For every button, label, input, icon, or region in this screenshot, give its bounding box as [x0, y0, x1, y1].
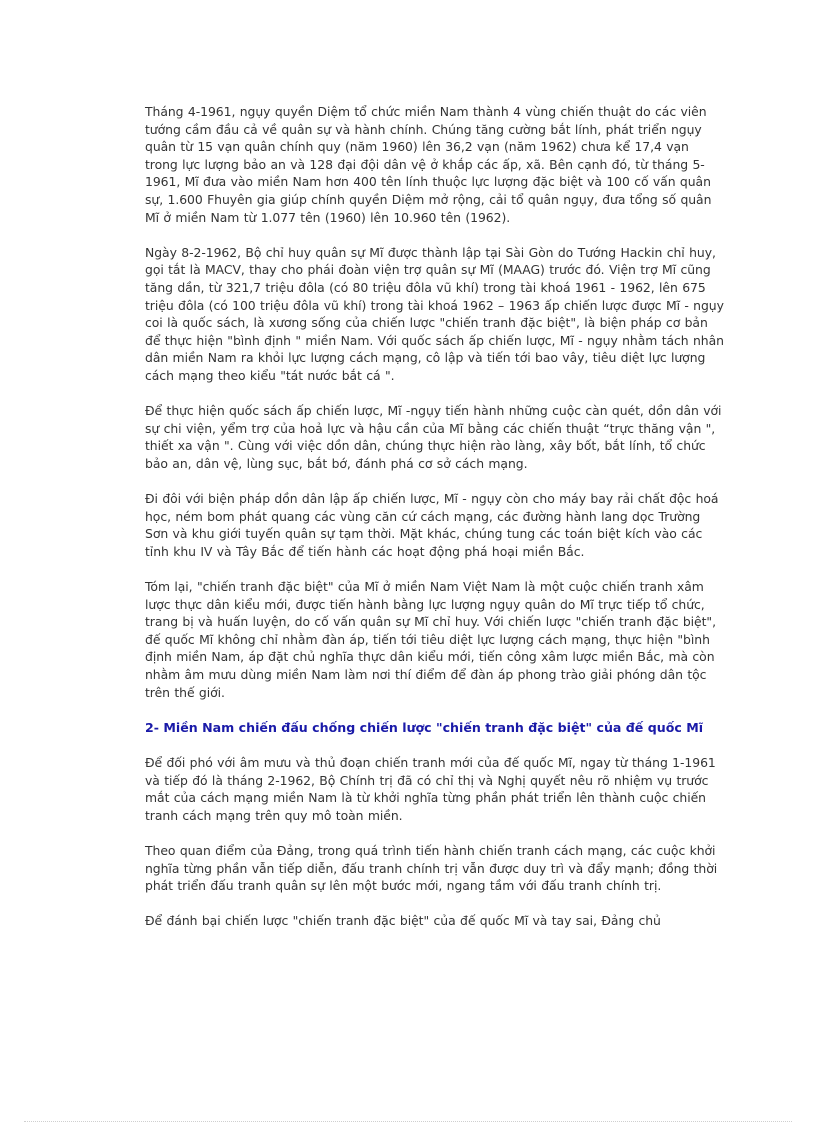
- paragraph-3: Để thực hiện quốc sách ấp chiến lược, Mĩ -ngụy tiến hành những cuộc càn quét, dồn dân với sự chi viện, yểm trợ của hoả lực và hậu cần của Mĩ bằng các chiến thuật “trực thăng vận ", thiết xa vận ". Cùng với việc dồn dân, chúng thực hiện rào làng, xây bốt, bắt lính, tổ chức bảo an, dân vệ, lùng sục, bắt bớ, đánh phá cơ sở cách mạng.: [145, 403, 722, 471]
- document-page: [145, 103, 725, 948]
- paragraph-2: Ngày 8-2-1962, Bộ chỉ huy quân sự Mĩ được thành lập tại Sài Gòn do Tướng Hackin chỉ huy, gọi tắt là MACV, thay cho phái đoàn viện trợ quân sự Mĩ (MAAG) trước đó. Viện trợ Mĩ cũng tăng dần, từ 321,7 triệu đôla (có 80 triệu đôla vũ khí) trong tài khoá 1961 - 1962, lên 675 triệu đôla (có 100 triệu đôla vũ khí) trong tài khoá 1962 – 1963 ấp chiến lược được Mĩ - ngụy coi là quốc sách, là xương sống của chiến lược "chiến tranh đặc biệt", là biện pháp cơ bản để thực hiện "bình định " miền Nam. Với quốc sách ấp chiến lược, Mĩ - ngụy nhằm tách nhân dân miền Nam ra khỏi lực lượng cách mạng, cô lập và tiến tới bao vây, tiêu diệt lực lượng cách mạng theo kiểu "tát nước bắt cá ".: [145, 244, 724, 383]
- paragraph-8: Để đánh bại chiến lược "chiến tranh đặc biệt" của đế quốc Mĩ và tay sai, Đảng chủ: [145, 913, 661, 929]
- paragraph-4: Đi đôi với biện pháp dồn dân lập ấp chiến lược, Mĩ - ngụy còn cho máy bay rải chất độc hoá học, ném bom phát quang các vùng căn cứ cách mạng, các đường hành lang dọc Trường Sơn và khu giới tuyến quân sự tạm thời. Mặt khác, chúng tung các toán biệt kích vào các tỉnh khu IV và Tây Bắc để tiến hành các hoạt động phá hoại miền Bắc.: [145, 491, 719, 559]
- paragraph-7: Theo quan điểm của Đảng, trong quá trình tiến hành chiến tranh cách mạng, các cuộc khởi nghĩa từng phần vẫn tiếp diễn, đấu tranh chính trị vẫn được duy trì và đẩy mạnh; đồng thời phát triển đấu tranh quân sự lên một bước mới, ngang tầm với đấu tranh chính trị.: [145, 842, 718, 894]
- page-bottom-divider: [24, 1121, 792, 1122]
- section-heading: 2- Miền Nam chiến đấu chống chiến lược "chiến tranh đặc biệt" của đế quốc Mĩ: [145, 719, 704, 735]
- paragraph-1: Tháng 4-1961, ngụy quyền Diệm tổ chức miền Nam thành 4 vùng chiến thuật do các viên tướng cầm đầu cả về quân sự và hành chính. Chúng tăng cường bắt lính, phát triển ngụy quân từ 15 vạn quân chính quy (năm 1960) lên 36,2 vạn (năm 1962) chưa kể 17,4 vạn trong lực lượng bảo an và 128 đại đội dân vệ ở khắp các ấp, xã. Bên cạnh đó, từ tháng 5-1961, Mĩ đưa vào miền Nam hơn 400 tên lính thuộc lực lượng đặc biệt và 100 cố vấn quân sự, 1.600 Fhuyên gia giúp chính quyền Diệm mở rộng, cải tổ quân ngụy, đưa tổng số quân Mĩ ở miền Nam từ 1.077 tên (1960) lên 10.960 tên (1962).: [145, 104, 712, 225]
- paragraph-6: Để đối phó với âm mưu và thủ đoạn chiến tranh mới của đế quốc Mĩ, ngay từ tháng 1-1961 và tiếp đó là tháng 2-1962, Bộ Chính trị đã có chỉ thị và Nghị quyết nêu rõ nhiệm vụ trước mắt của cách mạng miền Nam là từ khởi nghĩa từng phần phát triển lên thành cuộc chiến tranh cách mạng trên quy mô toàn miền.: [145, 754, 716, 823]
- paragraph-5: Tóm lại, "chiến tranh đặc biệt" của Mĩ ở miền Nam Việt Nam là một cuộc chiến tranh xâm lược thực dân kiểu mới, được tiến hành bằng lực lượng ngụy quân do Mĩ trực tiếp tổ chức, trang bị và huấn luyện, do cố vấn quân sự Mĩ chỉ huy. Với chiến lược "chiến tranh đặc biệt", đế quốc Mĩ không chỉ nhằm đàn áp, tiến tới tiêu diệt lực lượng cách mạng, thực hiện "bình định miền Nam, áp đặt chủ nghĩa thực dân kiểu mới, tiến công xâm lược miền Bắc, mà còn nhằm âm mưu dùng miền Nam làm nơi thí điểm để đàn áp phong trào giải phóng dân tộc trên thế giới.: [145, 579, 716, 700]
